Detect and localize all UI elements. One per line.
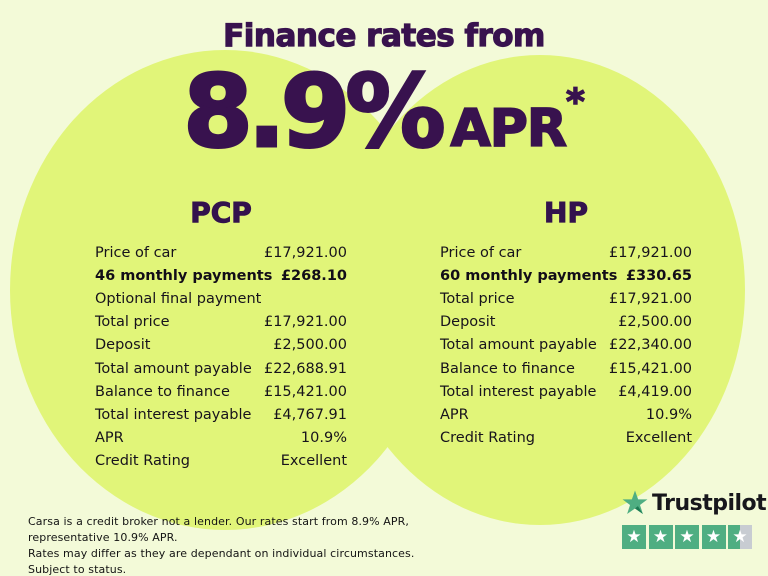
page-title: Finance rates from xyxy=(223,18,545,54)
rate-suffix: APR xyxy=(450,99,566,159)
trustpilot-star-box xyxy=(622,525,646,549)
rows xyxy=(95,241,347,473)
row-label: Price of car xyxy=(95,244,177,261)
row-label: Total interest payable xyxy=(440,383,597,400)
table-row xyxy=(440,241,692,264)
disclaimer-line-1: Carsa is a credit broker not a lender. Our rates start from 8.9% APR, representative 10.9% APR. xyxy=(28,515,410,544)
table-row xyxy=(95,334,347,357)
star-icon: ★ xyxy=(732,526,748,547)
disclaimer-text xyxy=(28,514,458,576)
row-value: Excellent xyxy=(280,453,347,470)
row-label: Balance to finance xyxy=(440,360,575,377)
row-label: Total interest payable xyxy=(95,406,252,423)
row-label: Optional final payment xyxy=(95,290,262,307)
table-row xyxy=(95,427,347,450)
trustpilot-star-box xyxy=(728,525,752,549)
star-icon: ★ xyxy=(652,526,669,547)
row-label: Total price xyxy=(95,314,170,331)
table-row xyxy=(95,264,347,287)
column-title: PCP xyxy=(190,196,252,229)
trustpilot-star-box xyxy=(649,525,673,549)
row-value: £2,500.00 xyxy=(618,314,692,331)
table-row xyxy=(440,334,692,357)
table-row xyxy=(440,357,692,380)
row-value: £330.65 xyxy=(625,267,692,284)
row-value: £268.10 xyxy=(280,267,347,284)
table-row xyxy=(95,241,347,264)
table-row xyxy=(95,357,347,380)
row-value: 10.9% xyxy=(645,406,692,423)
table-row xyxy=(95,287,347,310)
table-row xyxy=(95,311,347,334)
star-icon: ★ xyxy=(705,526,722,547)
row-label: Total price xyxy=(440,290,515,307)
row-value: £17,921.00 xyxy=(263,244,347,261)
row-value: £22,688.91 xyxy=(263,360,347,377)
row-label: APR xyxy=(95,430,124,447)
table-row xyxy=(95,380,347,403)
row-label: Balance to finance xyxy=(95,383,230,400)
row-value: £15,421.00 xyxy=(263,383,347,400)
hp-column xyxy=(440,196,692,450)
row-value: £4,767.91 xyxy=(273,406,347,423)
table-row xyxy=(440,264,692,287)
row-label: Price of car xyxy=(440,244,522,261)
row-label: Credit Rating xyxy=(440,430,535,447)
trustpilot-star-box xyxy=(675,525,699,549)
table-row xyxy=(440,403,692,426)
star-icon: ★ xyxy=(626,526,642,547)
row-value: £15,421.00 xyxy=(608,360,692,377)
asterisk: * xyxy=(565,82,585,123)
disclaimer-line-2: Rates may differ as they are dependant on individual circumstances. Subject to status. xyxy=(28,547,415,576)
row-value: £17,921.00 xyxy=(608,290,692,307)
row-label: Deposit xyxy=(440,314,496,331)
headline-rate xyxy=(0,53,768,170)
pcp-column xyxy=(95,196,347,473)
trustpilot-wordmark: Trustpilot xyxy=(652,490,767,516)
row-value: £22,340.00 xyxy=(608,337,692,354)
row-value: £4,419.00 xyxy=(618,383,692,400)
rate-value: 8.9% xyxy=(183,53,441,170)
row-label: Total amount payable xyxy=(95,360,252,377)
table-row xyxy=(95,403,347,426)
trustpilot-star-icon xyxy=(622,490,648,516)
trustpilot-stars xyxy=(622,525,754,549)
row-label: APR xyxy=(440,406,469,423)
table-row xyxy=(95,450,347,473)
star-icon: ★ xyxy=(679,526,695,547)
row-label: 46 monthly payments xyxy=(95,267,273,284)
trustpilot-star-box xyxy=(702,525,726,549)
row-value: £2,500.00 xyxy=(273,337,347,354)
row-value: 10.9% xyxy=(300,430,347,447)
row-value: Excellent xyxy=(625,430,692,447)
table-row xyxy=(440,287,692,310)
table-row xyxy=(440,311,692,334)
row-label: 60 monthly payments xyxy=(440,267,618,284)
row-label: Credit Rating xyxy=(95,453,190,470)
trustpilot-logo xyxy=(622,490,767,516)
table-row xyxy=(440,380,692,403)
row-label: Total amount payable xyxy=(440,337,597,354)
table-row xyxy=(440,427,692,450)
rows xyxy=(440,241,692,450)
row-value: £17,921.00 xyxy=(608,244,692,261)
row-label: Deposit xyxy=(95,337,151,354)
trustpilot-widget xyxy=(622,490,767,549)
row-value: £17,921.00 xyxy=(263,314,347,331)
column-title: HP xyxy=(544,196,588,229)
